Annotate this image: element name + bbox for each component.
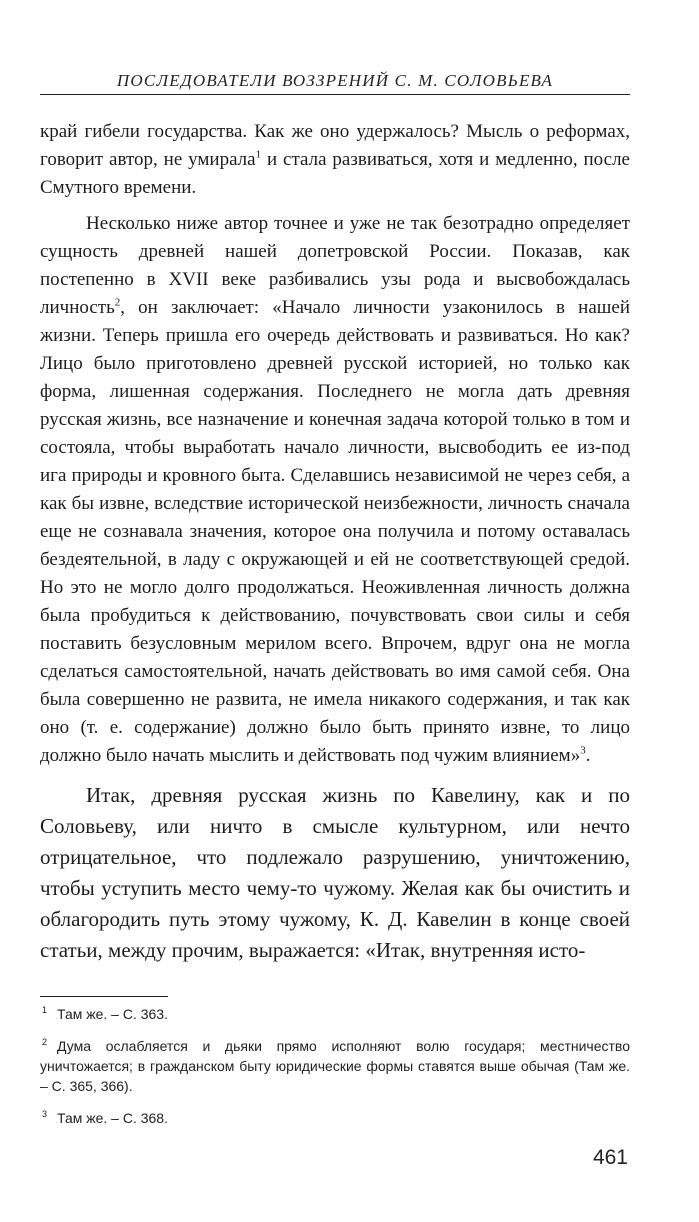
footnote-ref-1[interactable]: 1	[255, 148, 262, 161]
footnote-separator	[40, 996, 168, 997]
paragraph-3: Итак, древняя русская жизнь по Кавелину, как и по Соловьеву, или ничто в смысле культурном, или нечто отрицательное, что подлежало разрушению, уничтожению, чтобы уступить место чему-то чужому. Желая как бы очистить и облагородить путь этому чужому, К. Д. Кавелин в конце своей статьи, между прочим, выражается: «Итак, внутренняя исто-	[40, 783, 630, 962]
page-number: 461	[592, 1146, 628, 1169]
footnotes	[40, 1004, 630, 1140]
footnote-2: $^2$ Дума ослабляется и дьяки прямо исполняют волю государя; местничество уничтожается; в гражданском быту юридические формы ставятся выше обычая (Там же. – С. 365, 366).	[40, 1037, 630, 1094]
body-text	[40, 118, 630, 966]
paragraph-2: Несколько ниже автор точнее и уже не так безотрадно определяет сущность древней нашей допетровской России. Показав, как постепенно в XVII веке разбивались узы рода и высвобождалась личность$^2$, он заключает: «Начало личности узаконилось в нашей жизни. Теперь пришла его очередь действовать и развиваться. Но как? Лицо было приготовлено древней русской историей, но только как форма, лишенная содержания. Последнего не могла дать древняя русская жизнь, все назначение и конечная задача которой только в том и состояла, чтобы выработать начало личности, высвободить ее из-под ига природы и кровного быта. Сделавшись независимой не через себя, а как бы извне, вследствие исторической неизбежности, личность сначала еще не сознавала значения, которое она получила и потому оставалась бездеятельной, в ладу с окружающей и ей не соответствующей средой. Но это не могло долго продолжаться. Неоживленная личность должна была пробудиться к действованию, почувствовать свои силы и себя поставить безусловным мерилом всего. Впрочем, вдруг она не могла сделаться самостоятельной, начать действовать во имя самой себя. Она была совершенно не развита, не имела никакого содержания, и так как оно (т. е. содержание) должно было быть принято извне, то лицо должно было начать мыслить и действовать под чужим влиянием»$^3$.	[40, 213, 630, 766]
footnote-3: $^3$ Там же. – С. 368.	[42, 1109, 168, 1126]
footnote-ref-2[interactable]: 2	[114, 296, 121, 309]
book-page	[40, 0, 630, 1222]
running-head: ПОСЛЕДОВАТЕЛИ ВОЗЗРЕНИЙ С. М. СОЛОВЬЕВА	[40, 68, 630, 95]
footnote-ref-3[interactable]: 3	[580, 744, 586, 757]
footnote-1: $^1$ Там же. – С. 363.	[42, 1005, 168, 1022]
paragraph-1: край гибели государства. Как же оно удержалось? Мысль о реформах, говорит автор, не умирала$^1$ и стала развиваться, хотя и медленно, после Смутного времени.	[40, 121, 630, 198]
